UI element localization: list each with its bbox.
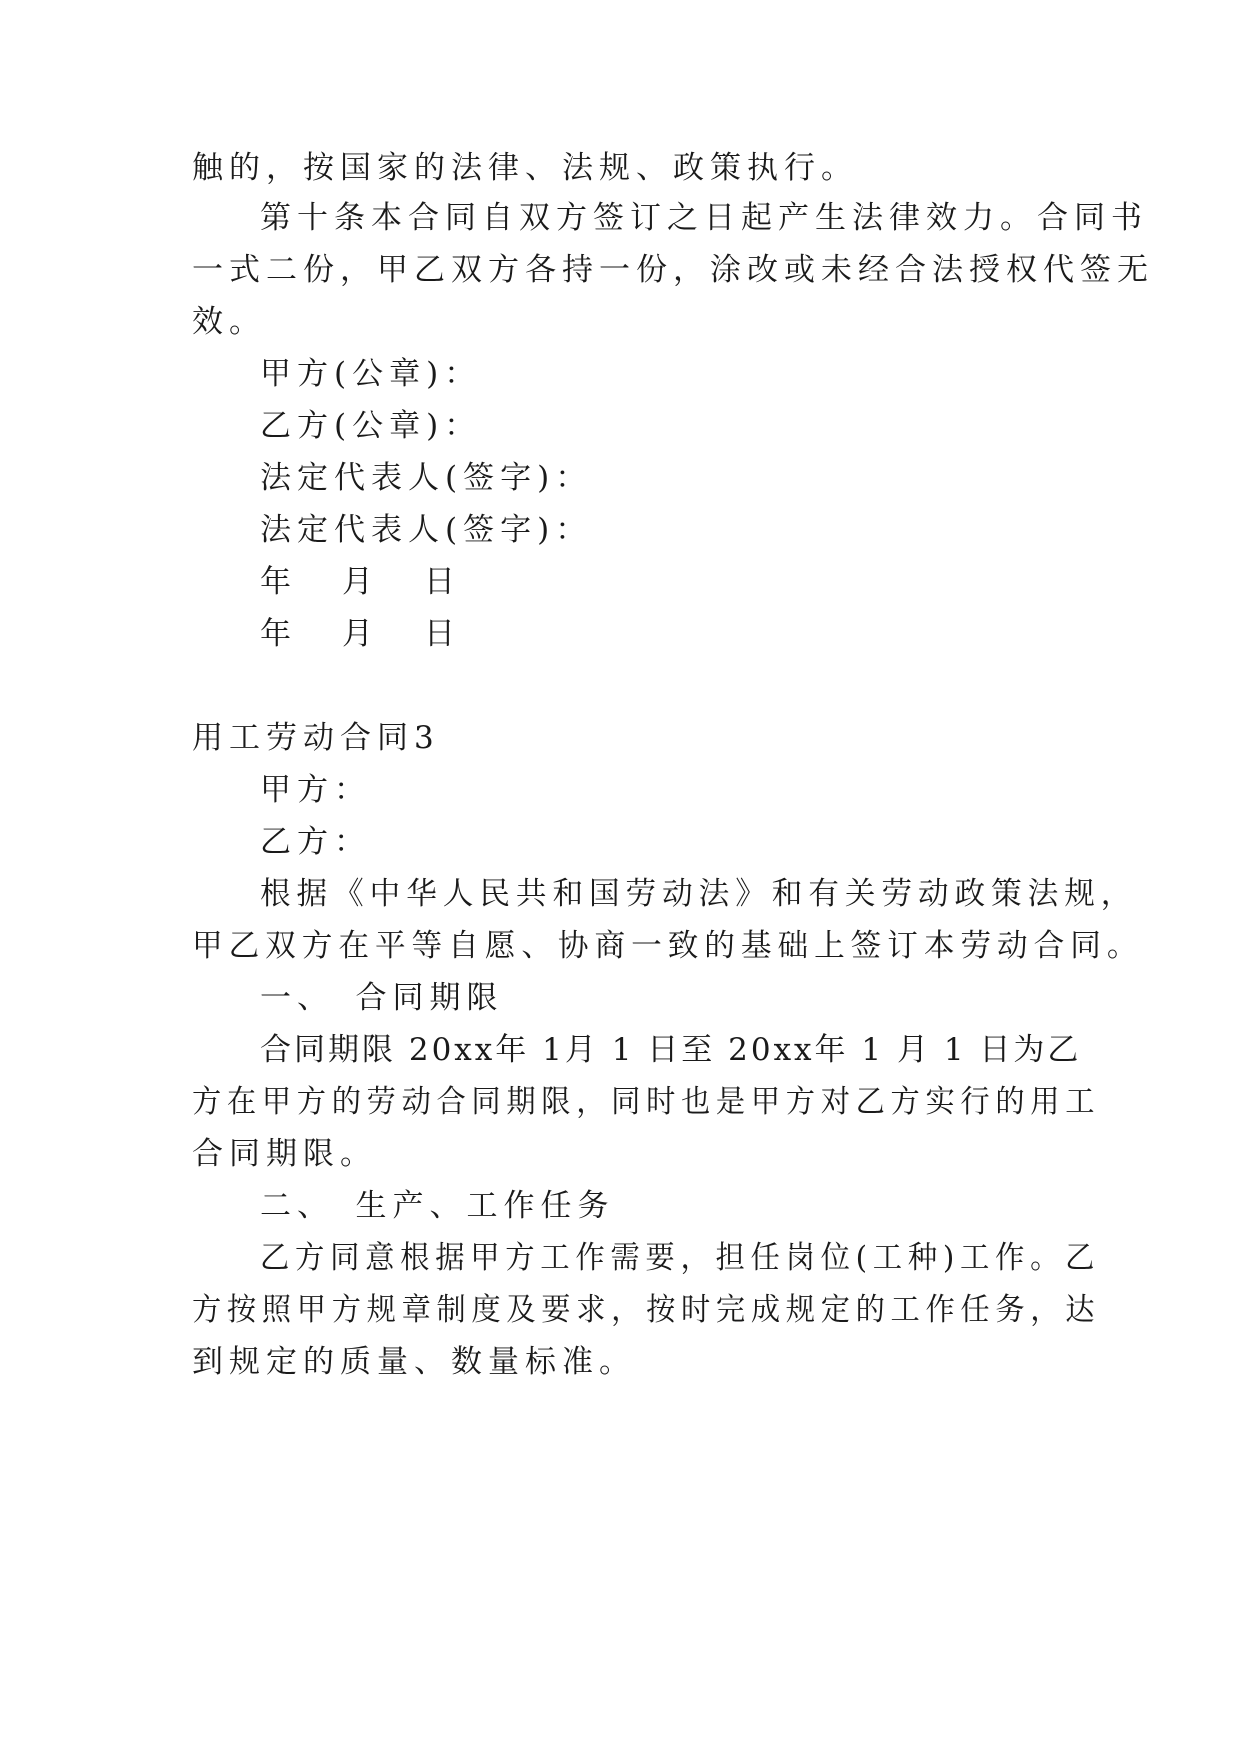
paragraph-line: 甲乙双方在平等自愿、协商一致的基础上签订本劳动合同。 bbox=[192, 928, 1144, 964]
legal-rep-signature-label: 法定代表人(签字)： bbox=[260, 512, 593, 548]
paragraph-line: 方按照甲方规章制度及要求，按时完成规定的工作任务，达 bbox=[192, 1292, 1101, 1328]
paragraph-line: 方在甲方的劳动合同期限，同时也是甲方对乙方实行的用工 bbox=[192, 1084, 1101, 1120]
paragraph-line: 效。 bbox=[192, 304, 266, 340]
paragraph-line: 合同期限。 bbox=[192, 1136, 377, 1172]
party-b-seal-label: 乙方(公章)： bbox=[260, 408, 482, 444]
paragraph-line: 根据《中华人民共和国劳动法》和有关劳动政策法规， bbox=[260, 876, 1138, 912]
date-line: 年 月 日 bbox=[260, 616, 465, 652]
party-a-label: 甲方： bbox=[260, 772, 371, 808]
paragraph-line: 触的，按国家的法律、法规、政策执行。 bbox=[192, 150, 858, 186]
legal-rep-signature-label: 法定代表人(签字)： bbox=[260, 460, 593, 496]
paragraph-line: 乙方同意根据甲方工作需要，担任岗位(工种)工作。乙 bbox=[260, 1240, 1101, 1276]
party-b-label: 乙方： bbox=[260, 824, 371, 860]
date-line: 年 月 日 bbox=[260, 564, 465, 600]
article-ten-line: 第十条本合同自双方签订之日起产生法律效力。合同书 bbox=[260, 200, 1148, 236]
paragraph-line: 合同期限 20xx年 1月 1 日至 20xx年 1 月 1 日为乙 bbox=[260, 1032, 1082, 1068]
paragraph-line: 到规定的质量、数量标准。 bbox=[192, 1344, 636, 1380]
party-a-seal-label: 甲方(公章)： bbox=[260, 356, 482, 392]
clause-heading: 一、 合同期限 bbox=[260, 980, 504, 1016]
paragraph-line: 一式二份，甲乙双方各持一份，涂改或未经合法授权代签无 bbox=[192, 252, 1154, 288]
clause-heading: 二、 生产、工作任务 bbox=[260, 1188, 615, 1224]
section-title: 用工劳动合同3 bbox=[192, 720, 440, 756]
